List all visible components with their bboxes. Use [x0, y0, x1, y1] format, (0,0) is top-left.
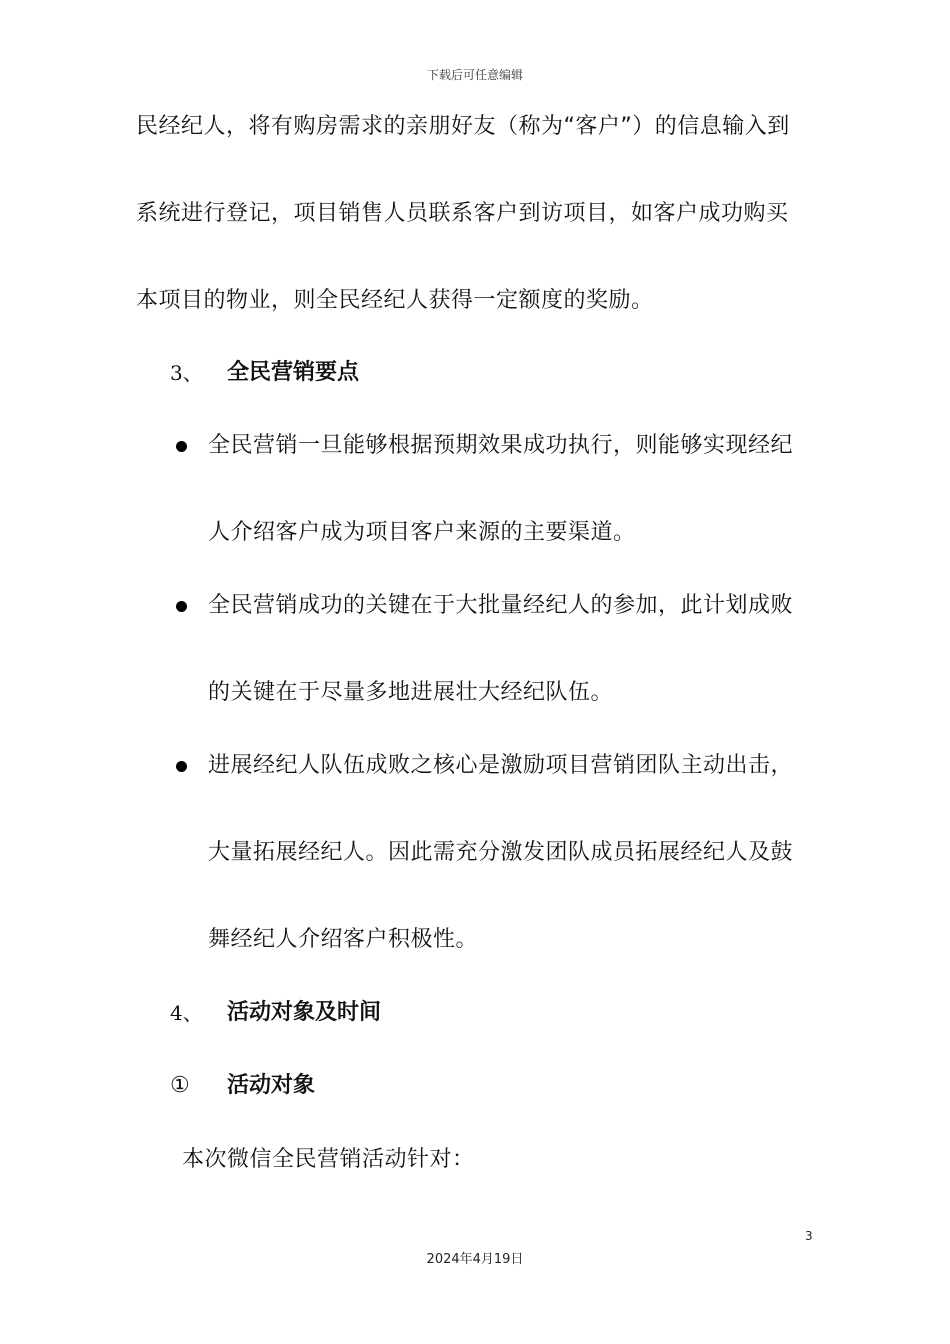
page-number: 3 [805, 1229, 813, 1243]
bullet-1-line-2: 人介绍客户成为项目客户来源的主要渠道。 [208, 520, 636, 545]
bullet-1-line-1: 全民营销一旦能够根据预期效果成功执行，则能够实现经纪 [208, 433, 794, 458]
bullet-3-line-2: 大量拓展经纪人。因此需充分激发团队成员拓展经纪人及鼓 [208, 840, 794, 865]
intro-line-3: 本项目的物业，则全民经纪人获得一定额度的奖励。 [136, 288, 654, 313]
bullet-icon [176, 441, 187, 452]
section-4-title: 活动对象及时间 [227, 1000, 382, 1025]
intro-line-1: 民经纪人，将有购房需求的亲朋好友（称为“客户”）的信息输入到 [136, 114, 790, 139]
page-footer-date: 2024年4月19日 [426, 1252, 524, 1267]
bullet-icon [176, 761, 187, 772]
bullet-icon [176, 601, 187, 612]
bullet-2-line-2: 的关键在于尽量多地进展壮大经纪队伍。 [208, 680, 614, 705]
subsection-number: ① [170, 1073, 190, 1098]
bullet-3-line-3: 舞经纪人介绍客户积极性。 [208, 927, 479, 952]
section-4-number: 4、 [170, 1001, 203, 1025]
bullet-2-line-1: 全民营销成功的关键在于大批量经纪人的参加，此计划成败 [208, 593, 794, 618]
intro-line-2: 系统进行登记，项目销售人员联系客户到访项目，如客户成功购买 [136, 201, 789, 226]
bullet-3-line-1: 进展经纪人队伍成败之核心是激励项目营销团队主动出击， [208, 753, 794, 778]
page-header: 下载后可任意编辑 [426, 68, 523, 82]
section-3-title: 全民营销要点 [227, 360, 360, 385]
section-4-paragraph: 本次微信全民营销活动针对： [182, 1147, 475, 1172]
section-3-number: 3、 [170, 361, 203, 385]
subsection-title: 活动对象 [227, 1073, 316, 1098]
